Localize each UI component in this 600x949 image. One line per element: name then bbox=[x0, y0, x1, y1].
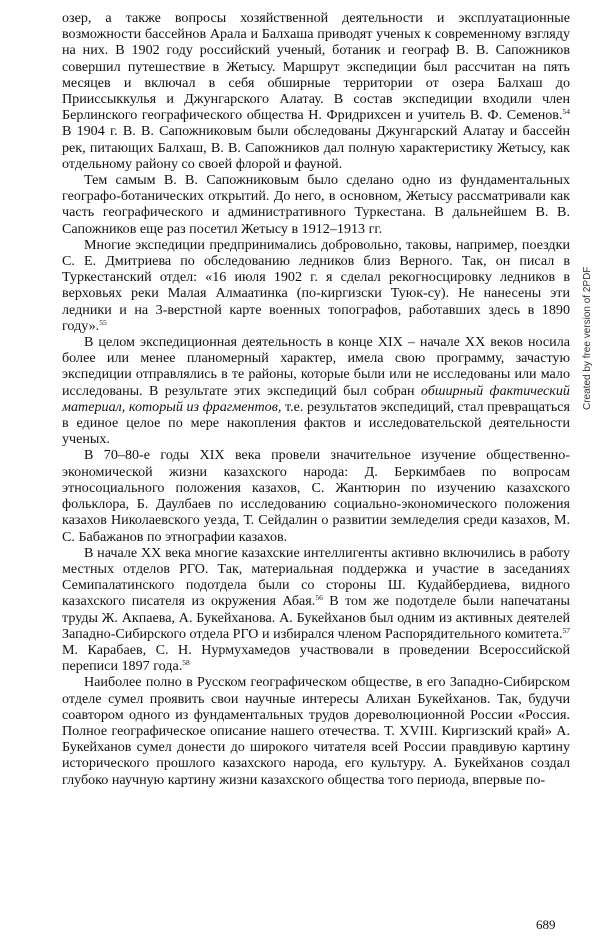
watermark-text: Created by free version of 2PDF bbox=[582, 266, 593, 410]
paragraph bbox=[62, 447, 570, 544]
italic-text: обширный фактический материал, который из фрагментов, bbox=[62, 382, 570, 415]
paragraph-text: В целом экспедиционная деятельность в конце XIX – начале XX веков носила более или менее планомерный характер, имела свою программу, зачастую экспедиции отправлялись в те районы, которые были или не исследованы или мало исследованы. В результате этих экспедиций был собран bbox=[62, 334, 570, 399]
page-body bbox=[62, 10, 570, 788]
paragraph-text: Тем самым В. В. Сапожниковым было сделано одно из фундаментальных географо-ботанических открытий. До него, в основном, Жетысу рассматривали как часть географического и административного Туркестана. В дальнейшем В. В. Сапожников еще раз посетил Жетысу в 1912–1913 гг. bbox=[62, 172, 570, 237]
footnote-ref: 54 bbox=[562, 107, 570, 117]
paragraph-text: озер, а также вопросы хозяйственной деятельности и эксплуатационные возможности бассейнов Арала и Балхаша приводят ученых к современному взгляду на них. В 1902 году российский ученый, ботаник и географ В. В. Сапожников совершил путешествие в Жетысу. Маршрут экспедиции был рассчитан на пять месяцев и включал в себя обширные территории от озера Балхаш до Прииссыккулья и Джунгарского Алатау. В состав экспедиции входили член Берлинского географического общества Н. Фридрихсен и учитель В. Ф. Семенов. bbox=[62, 10, 570, 124]
page-number: 689 bbox=[536, 917, 556, 932]
paragraph bbox=[62, 237, 570, 334]
paragraph-text: В 1904 г. В. В. Сапожниковым были обследованы Джунгарский Алатау и бассейн рек, питающих Балхаш, В. В. Сапожников дал полную характеристику Жетысу, как отдельному району со своей флорой и фауной. bbox=[62, 123, 570, 172]
paragraph-text: В 70–80-е годы XIX века провели значительное изучение общественно-экономической жизни казахского народа: Д. Беркимбаев по вопросам этносоциального положения казахов, С. Жантюрин по изучению казахского фольклора, Б. Даулбаев по исследованию социально-экономического положения казахов Николаевского уезда, Т. Сейдалин о развитии земледелия среди казахов, М. С. Бабажанов по этнографии казахов. bbox=[62, 447, 570, 545]
footnote-ref: 58 bbox=[182, 658, 190, 668]
paragraph bbox=[62, 172, 570, 237]
paragraph bbox=[62, 334, 570, 447]
paragraph-text: В начале XX века многие казахские интеллигенты активно включились в работу местных отделов РГО. Так, материальная поддержка и участие в заседаниях Семипалатинского подотдела были со стороны Ш. Кудайбердиева, видного казахского писателя из окружения Абая. bbox=[62, 544, 570, 610]
paragraph-text: В том же подотделе были напечатаны труды Ж. Акпаева, А. Букейханова. А. Букейханов был одним из активных деятелей Западно-Сибирского отдела РГО и избирался членом Распорядительного комитета. bbox=[62, 593, 571, 642]
footnote-ref: 55 bbox=[99, 317, 107, 327]
footnote-ref: 56 bbox=[315, 593, 323, 603]
paragraph-text: М. Карабаев, С. Н. Нурмухамедов участвовали в проведении Всероссийской переписи 1897 года. bbox=[62, 641, 570, 675]
paragraph-text: Наиболее полно в Русском географическом обществе, в его Западно-Сибирском отделе сумел проявить свои научные интересы Алихан Букейханов. Так, будучи соавтором одного из фундаментальных трудов дореволюционной России «Россия. Полное географическое описание нашего отечества. Т. XVIII. Киргизский край» А. Букейханов сумел донести до широкого читателя всей России правдивую картину исторического прошлого казахского народа, его культуру. А. Букейханов создал глубоко научную картину жизни казахского общества того периода, впервые по- bbox=[62, 674, 570, 788]
paragraph bbox=[62, 674, 570, 787]
paragraph bbox=[62, 10, 570, 172]
paragraph-text: т.е. результатов экспедиций, стал превращаться в единое целое по мере накопления фактов и исследовательской деятельности ученых. bbox=[62, 398, 570, 448]
footnote-ref: 57 bbox=[562, 625, 570, 635]
paragraph-text: Многие экспедиции предпринимались добровольно, таковы, например, поездки С. Е. Дмитриева по обследованию ледников близ Верного. Так, он писал в Туркестанский отдел: «16 июля 1902 г. я сделал рекогносцировку ледников в верховьях реки Малая Алмаатинка (по-киргизски Туюк-су). Не нанесены эти ледники и на 3-верстной карте военных топографов, работавших здесь в 1890 году». bbox=[62, 236, 570, 334]
paragraph bbox=[62, 545, 570, 675]
